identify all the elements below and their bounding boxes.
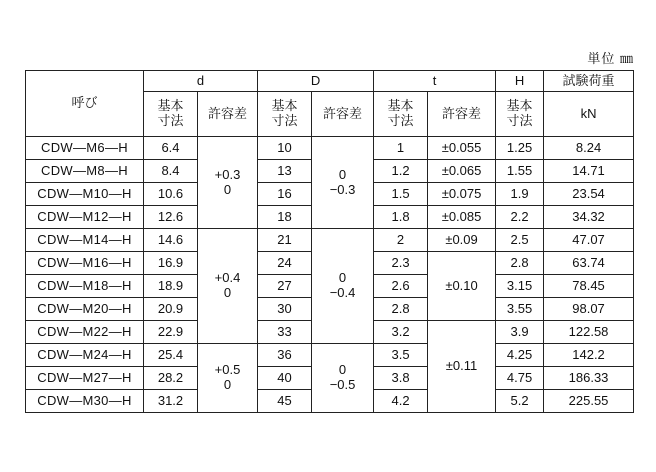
row-H: 1.55	[496, 160, 544, 183]
row-name: CDW—M8—H	[26, 160, 144, 183]
row-name: CDW—M16—H	[26, 252, 144, 275]
spec-table	[25, 70, 634, 413]
row-D: 21	[258, 229, 312, 252]
row-t: 2.6	[374, 275, 428, 298]
d-tolerance-group-2: +0.4 0	[198, 229, 258, 344]
row-t: 1.5	[374, 183, 428, 206]
row-D: 27	[258, 275, 312, 298]
header-D-basic: 基本 寸法	[258, 92, 312, 137]
row-H: 5.2	[496, 390, 544, 413]
header-H-basic: 基本 寸法	[496, 92, 544, 137]
row-H: 2.8	[496, 252, 544, 275]
row-name: CDW—M24—H	[26, 344, 144, 367]
row-d: 10.6	[144, 183, 198, 206]
row-H: 3.55	[496, 298, 544, 321]
row-H: 3.15	[496, 275, 544, 298]
row-H: 1.25	[496, 137, 544, 160]
header-load: 試験荷重	[544, 71, 634, 92]
t-tolerance-group: ±0.11	[428, 321, 496, 413]
row-name: CDW—M18—H	[26, 275, 144, 298]
row-d: 20.9	[144, 298, 198, 321]
d-tolerance-group-1: +0.3 0	[198, 137, 258, 229]
row-load: 98.07	[544, 298, 634, 321]
t-tolerance-group: ±0.10	[428, 252, 496, 321]
table-row	[26, 229, 634, 252]
t-tolerance: ±0.085	[428, 206, 496, 229]
header-D-tolerance: 許容差	[312, 92, 374, 137]
row-d: 6.4	[144, 137, 198, 160]
header-H: H	[496, 71, 544, 92]
row-D: 33	[258, 321, 312, 344]
row-name: CDW—M10—H	[26, 183, 144, 206]
header-D: D	[258, 71, 374, 92]
table-row	[26, 344, 634, 367]
table-row	[26, 137, 634, 160]
row-D: 30	[258, 298, 312, 321]
row-D: 18	[258, 206, 312, 229]
row-load: 225.55	[544, 390, 634, 413]
row-H: 2.5	[496, 229, 544, 252]
header-d: d	[144, 71, 258, 92]
row-name: CDW—M14—H	[26, 229, 144, 252]
row-load: 47.07	[544, 229, 634, 252]
row-D: 13	[258, 160, 312, 183]
row-load: 14.71	[544, 160, 634, 183]
row-t: 1.2	[374, 160, 428, 183]
row-D: 24	[258, 252, 312, 275]
row-H: 4.25	[496, 344, 544, 367]
row-D: 16	[258, 183, 312, 206]
row-load: 186.33	[544, 367, 634, 390]
row-t: 2	[374, 229, 428, 252]
row-d: 14.6	[144, 229, 198, 252]
D-tolerance-group-2: 0 −0.4	[312, 229, 374, 344]
row-d: 25.4	[144, 344, 198, 367]
row-H: 2.2	[496, 206, 544, 229]
D-tolerance-group-1: 0 −0.3	[312, 137, 374, 229]
row-load: 8.24	[544, 137, 634, 160]
row-d: 18.9	[144, 275, 198, 298]
row-load: 142.2	[544, 344, 634, 367]
t-tolerance: ±0.075	[428, 183, 496, 206]
row-d: 31.2	[144, 390, 198, 413]
D-tolerance-group-3: 0 −0.5	[312, 344, 374, 413]
row-H: 1.9	[496, 183, 544, 206]
row-t: 1	[374, 137, 428, 160]
t-tolerance: ±0.055	[428, 137, 496, 160]
row-d: 8.4	[144, 160, 198, 183]
row-D: 36	[258, 344, 312, 367]
row-load: 122.58	[544, 321, 634, 344]
header-t: t	[374, 71, 496, 92]
row-name: CDW—M22—H	[26, 321, 144, 344]
row-name: CDW—M20—H	[26, 298, 144, 321]
header-name: 呼び	[26, 71, 144, 137]
header-t-tolerance: 許容差	[428, 92, 496, 137]
row-H: 4.75	[496, 367, 544, 390]
header-load-unit: kN	[544, 92, 634, 137]
header-t-basic: 基本 寸法	[374, 92, 428, 137]
t-tolerance: ±0.065	[428, 160, 496, 183]
row-name: CDW—M27—H	[26, 367, 144, 390]
row-t: 3.2	[374, 321, 428, 344]
row-d: 28.2	[144, 367, 198, 390]
row-D: 10	[258, 137, 312, 160]
row-D: 45	[258, 390, 312, 413]
header-d-basic: 基本 寸法	[144, 92, 198, 137]
row-load: 34.32	[544, 206, 634, 229]
d-tolerance-group-3: +0.5 0	[198, 344, 258, 413]
row-t: 2.8	[374, 298, 428, 321]
row-d: 22.9	[144, 321, 198, 344]
row-t: 1.8	[374, 206, 428, 229]
row-name: CDW—M12—H	[26, 206, 144, 229]
row-H: 3.9	[496, 321, 544, 344]
row-load: 63.74	[544, 252, 634, 275]
row-load: 23.54	[544, 183, 634, 206]
row-name: CDW—M6—H	[26, 137, 144, 160]
unit-label: 単位 ㎜	[587, 51, 634, 66]
row-load: 78.45	[544, 275, 634, 298]
row-d: 16.9	[144, 252, 198, 275]
t-tolerance: ±0.09	[428, 229, 496, 252]
row-t: 3.8	[374, 367, 428, 390]
header-d-tolerance: 許容差	[198, 92, 258, 137]
row-d: 12.6	[144, 206, 198, 229]
row-t: 4.2	[374, 390, 428, 413]
row-t: 3.5	[374, 344, 428, 367]
row-t: 2.3	[374, 252, 428, 275]
row-D: 40	[258, 367, 312, 390]
row-name: CDW—M30—H	[26, 390, 144, 413]
